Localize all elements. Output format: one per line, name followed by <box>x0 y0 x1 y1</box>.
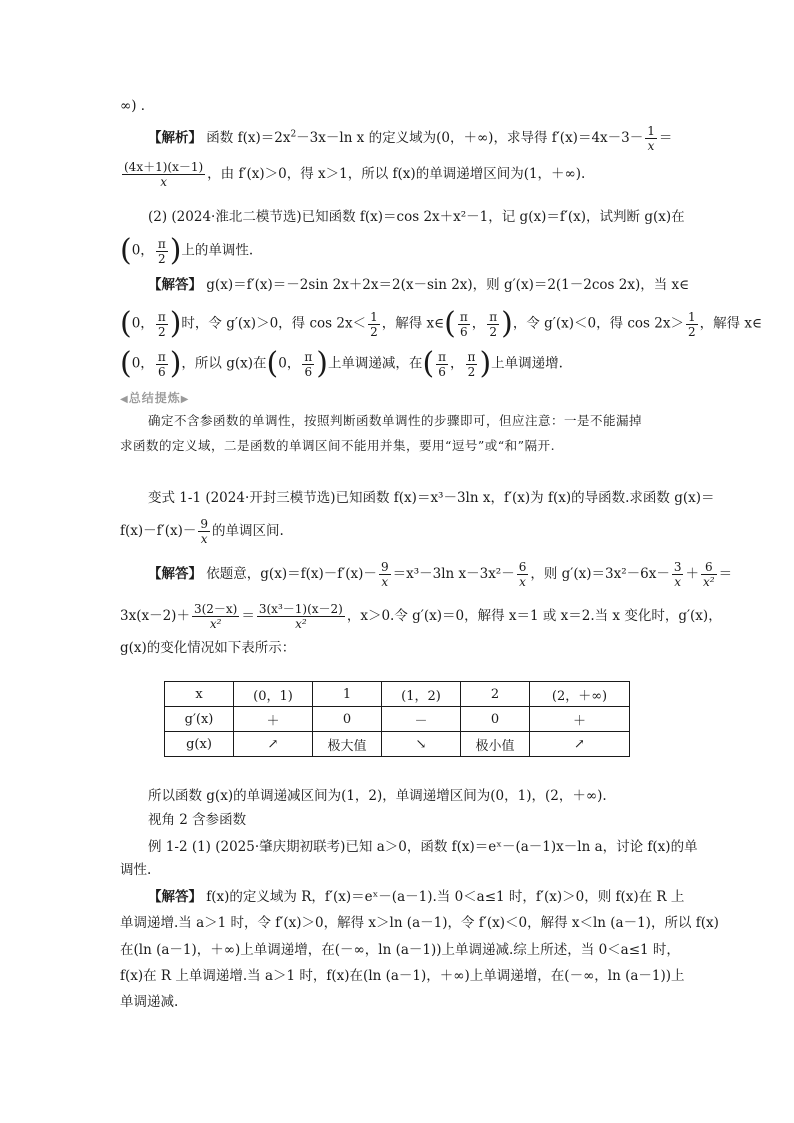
variant-line-1: 变式 1-1 (2024·开封三模节选)已知函数 f(x)＝x³－3ln x，f′(x)为 f(x)的导函数.求函数 g(x)＝ <box>148 490 715 506</box>
summary-line-2: 求函数的定义域，二是函数的单调区间不能用并集，要用“逗号”或“和”隔开. <box>120 438 556 453</box>
analysis-tag: 【解析】 <box>148 130 202 146</box>
analysis-line-1: 【解析】 函数 $f(x)=2x^2-3x-\ln$ x 的定义域为(0，＋∞)，求导得 f′(x)＝4x－3－ $\frac{1}{x}$ ＝ <box>148 124 673 153</box>
variant-answer-line-2 <box>120 602 722 631</box>
text-span: f(x)－f′(x)－ <box>120 523 197 539</box>
fraction: $\frac{6}{\text{x²}}$ <box>702 560 715 589</box>
text-span: f(x)的定义域为 R，f′(x)＝eˣ－(a－1).当 0＜a≤1 时，f′(x)＞0，则 f(x)在 R 上 <box>202 889 685 905</box>
text-span: 3x(x－2)＋ <box>120 608 190 624</box>
text-span: 函数 f(x)＝2x <box>202 130 291 146</box>
fraction: $\frac{1}{2}$ <box>687 309 696 339</box>
text-span: 上单调递减，在 <box>327 355 423 372</box>
example-line-2: 调性. <box>120 862 152 878</box>
answer-tag: 【解答】 <box>148 566 202 582</box>
text-span: ，由 f′(x)＞0，得 x＞1，所以 f(x)的单调递增区间为(1，＋∞). <box>207 166 586 182</box>
text-span: ＝ <box>718 566 733 582</box>
table-cell: x <box>165 682 234 707</box>
table-row <box>165 707 630 732</box>
table-cell: ＋ <box>530 707 630 732</box>
table-cell: 1 <box>313 682 382 707</box>
variant-answer-line-1 <box>148 560 732 589</box>
question-2-line-1: (2) (2024·淮北二模节选)已知函数 f(x)＝cos 2x＋x²－1，记 g(x)＝f′(x)，试判断 g(x)在 <box>148 209 685 225</box>
text-span: 的单调区间. <box>212 523 284 539</box>
table-cell: 极小值 <box>461 732 530 757</box>
fraction: $\frac{\pi}{6}$ <box>438 349 447 379</box>
answer-line-1 <box>148 275 689 295</box>
fraction: $\frac{\pi}{2}$ <box>489 309 498 339</box>
fraction: $\frac{\pi}{2}$ <box>157 236 166 266</box>
text-span: 依题意，g(x)＝f(x)－f′(x)－ <box>202 566 377 582</box>
fraction: $\frac{\pi}{6}$ <box>157 349 166 379</box>
text-span: －3x－ln x 的定义域为(0，＋∞)，求导得 f′(x)＝4x－3－ <box>296 130 644 146</box>
variation-table <box>164 681 630 757</box>
text-span: g(x)＝f′(x)＝－2sin 2x＋2x＝2(x－sin 2x)，则 g′(x)＝2(1－2cos 2x)，当 x∈ <box>202 277 690 293</box>
fraction: $\frac{\pi}{2}$ <box>157 309 166 339</box>
answer-line-3: (0， $\frac{\pi}{6}$ )，所以 g(x)在(0， $\frac{\pi}{6}$ )上单调递减，在( $\frac{\pi}{6}$ ， $\frac{\pi}{2}$ )上单调递增. <box>120 346 563 381</box>
table-cell: 2 <box>461 682 530 707</box>
text-span: 上单调递增. <box>491 355 563 372</box>
text-span: 0， <box>131 242 154 259</box>
fraction: $\frac{\text{3(x³－1)(x－2)}}{\text{x²}}$ <box>258 602 343 631</box>
answer-tag: 【解答】 <box>148 277 202 293</box>
text-span: ，解得 x∈ <box>699 315 763 332</box>
conclusion-line: 所以函数 g(x)的单调递减区间为(1，2)，单调递增区间为(0，1)，(2，＋∞). <box>148 788 607 804</box>
increasing-arrow-icon: ↗ <box>530 732 630 757</box>
summary-title: 总结提炼 <box>128 391 181 405</box>
table-cell: － <box>382 707 461 732</box>
text-span: ，令 g′(x)＜0，得 cos 2x＞ <box>512 315 684 332</box>
fraction: $\frac{1}{x}$ <box>647 124 655 153</box>
example-answer-line-2: 单调递增.当 a＞1 时，令 f′(x)＞0，解得 x＞ln (a－1)，令 f′(x)＜0，解得 x＜ln (a－1)，所以 f(x) <box>120 915 719 931</box>
table-cell: g(x) <box>165 732 234 757</box>
fraction: $\frac{\pi}{2}$ <box>467 349 476 379</box>
text-span: 时，令 g′(x)＞0，得 cos 2x＜ <box>181 315 367 332</box>
summary-line-1: 确定不含参函数的单调性，按照判断函数单调性的步骤即可，但应注意：一是不能漏掉 <box>148 413 643 428</box>
text-line: ∞) ． <box>120 98 155 114</box>
text-span: 上的单调性. <box>181 242 254 259</box>
text-span: ，x＞0.令 g′(x)＝0，解得 x＝1 或 x＝2.当 x 变化时，g′(x)， <box>346 608 722 624</box>
fraction: $\frac{9}{x}$ <box>380 560 389 589</box>
answer-tag: 【解答】 <box>148 889 202 905</box>
text-span: ＝ <box>241 608 255 624</box>
section-heading: 视角 2 含参函数 <box>148 812 247 828</box>
example-answer-line-3: 在(ln (a－1)，＋∞)上单调递增，在(－∞，ln (a－1))上单调递减.综上所述，当 0＜a≤1 时， <box>120 942 680 958</box>
table-cell: 极大值 <box>313 732 382 757</box>
table-cell: (1，2) <box>382 682 461 707</box>
example-answer-line-4: f(x)在 R 上单调递增.当 a＞1 时，f(x)在(ln (a－1)，＋∞)上单调递增，在(－∞，ln (a－1))上 <box>120 968 685 984</box>
fraction: $\frac{\pi}{6}$ <box>459 309 468 339</box>
analysis-line-2 <box>120 160 585 189</box>
table-cell: (0，1) <box>234 682 313 707</box>
fraction: $\frac{\pi}{6}$ <box>304 349 313 379</box>
fraction: $\frac{3(2-x)}{\text{x²}}$ <box>193 602 238 631</box>
variant-answer-line-3: g(x)的变化情况如下表所示： <box>120 640 296 656</box>
fraction: $\frac{1}{2}$ <box>370 309 378 339</box>
example-answer-line-5: 单调递减. <box>120 994 179 1010</box>
fraction: $\frac{(4x+1)(x-1)}{x}$ <box>124 160 204 189</box>
table-cell: (2，＋∞) <box>530 682 630 707</box>
question-2-line-2: (0， $\frac{\pi}{2}$ )上的单调性. <box>120 233 254 268</box>
table-cell: 0 <box>461 707 530 732</box>
text-span: ，所以 g(x)在 <box>181 355 267 372</box>
fraction: $\frac{6}{x}$ <box>518 560 527 589</box>
table-cell: ＋ <box>234 707 313 732</box>
answer-line-2: (0， $\frac{\pi}{2}$ )时，令 g′(x)＞0，得 cos 2x＜ $\frac{1}{2}$ ，解得 x∈( $\frac{\pi}{6}$ ， $\frac{\pi}{2}$ )，令 g′(x)＜0，得 cos 2x＞ $\frac{1}{2}$ ，解得 x∈ <box>120 306 763 341</box>
text-span: ＝x³－3ln x－3x²－ <box>392 566 515 582</box>
table-cell: g′(x) <box>165 707 234 732</box>
text-span: ＋ <box>685 566 699 582</box>
table-row <box>165 732 630 757</box>
text-span: ，则 g′(x)＝3x²－6x－ <box>530 566 670 582</box>
decreasing-arrow-icon: ↘ <box>382 732 461 757</box>
increasing-arrow-icon: ↗ <box>234 732 313 757</box>
text-span: ＝ <box>658 130 673 146</box>
example-answer-line-1 <box>148 887 684 907</box>
example-line-1: 例 1-2 (1) (2025·肇庆期初联考)已知 a＞0，函数 f(x)＝eˣ－(a－1)x－ln a，讨论 f(x)的单 <box>148 839 698 855</box>
table-row <box>165 682 630 707</box>
text-span: ，解得 x∈ <box>381 315 445 332</box>
fraction: $\frac{3}{x}$ <box>673 560 682 589</box>
table-cell: 0 <box>313 707 382 732</box>
variant-line-2 <box>120 517 284 546</box>
fraction: $\frac{9}{x}$ <box>200 517 208 546</box>
summary-heading: ◀总结提炼▶ <box>120 391 190 405</box>
